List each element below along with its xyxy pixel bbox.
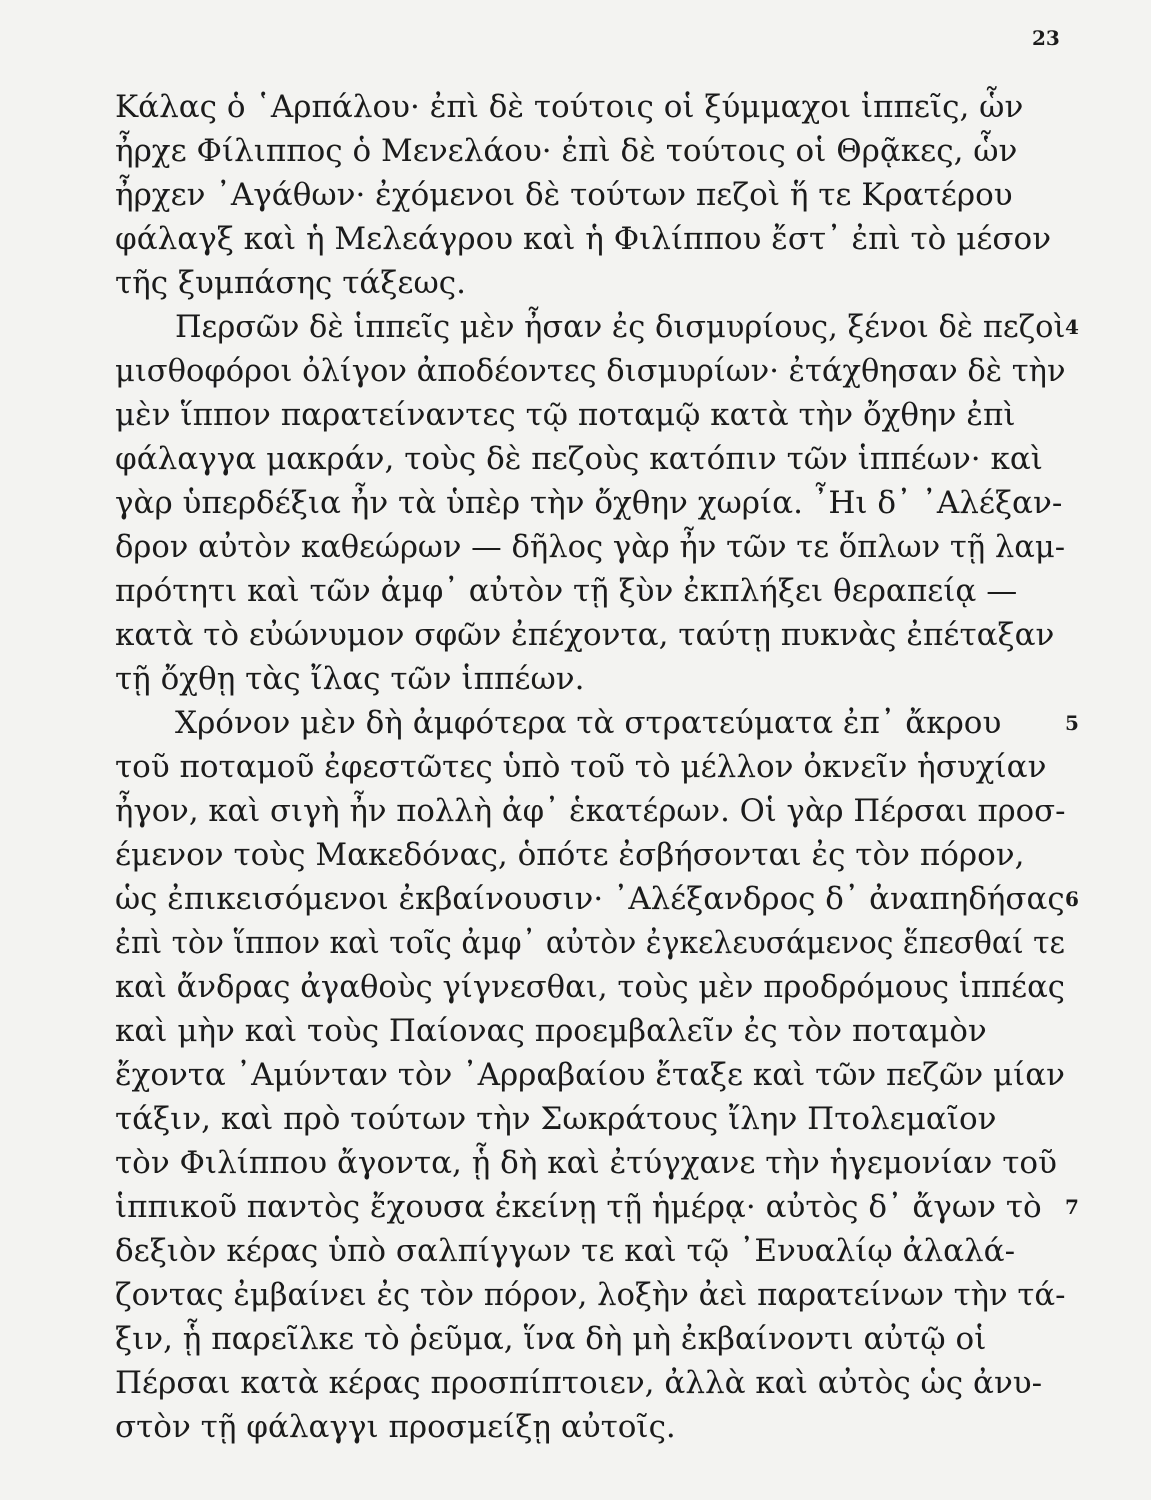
section-number: 6 (1065, 887, 1079, 911)
text-line: μὲν ἵππον παρατείναντες τῷ ποταμῷ κατὰ τὴν ὄχθην ἐπὶ (115, 397, 1016, 433)
section-number: 7 (1065, 1195, 1079, 1219)
text-line: έμενον τοὺς Μακεδόνας, ὁπότε ἐσβήσονται ἐς τὸν πόρον, (115, 837, 1025, 873)
text-line: φάλαγγα μακράν, τοὺς δὲ πεζοὺς κατόπιν τῶν ἱππέων· καὶ (115, 441, 1043, 477)
text-line: ἦρχε Φίλιππος ὁ Μενελάου· ἐπὶ δὲ τούτοις οἱ Θρᾷκες, ὧν (115, 133, 1018, 169)
text-line: καὶ μὴν καὶ τοὺς Παίονας προεμβαλεῖν ἐς τὸν ποταμὸν (115, 1013, 987, 1049)
text-line: ἱππικοῦ παντὸς ἔχουσα ἐκείνῃ τῇ ἡμέρᾳ· αὐτὸς δ᾿ ἄγων τὸ (115, 1189, 1042, 1225)
text-line: καὶ ἄνδρας ἀγαθοὺς γίγνεσθαι, τοὺς μὲν προδρόμους ἱππέας (115, 969, 1065, 1005)
text-line: ξιν, ᾗ παρεῖλκε τὸ ῥεῦμα, ἵνα δὴ μὴ ἐκβαίνοντι αὐτῷ οἱ (115, 1321, 987, 1357)
text-line: ὡς ἐπικεισόμενοι ἐκβαίνουσιν· ᾿Αλέξανδρος δ᾿ ἀναπηδήσας (115, 881, 1065, 917)
text-line: ζοντας ἐμβαίνει ἐς τὸν πόρον, λοξὴν ἀεὶ παρατείνων τὴν τά- (115, 1277, 1066, 1313)
section-number: 4 (1065, 315, 1079, 339)
text-line: πρότητι καὶ τῶν ἀμφ᾿ αὐτὸν τῇ ξὺν ἐκπλήξει θεραπείᾳ — (115, 573, 1018, 609)
text-line: δρον αὐτὸν καθεώρων — δῆλος γὰρ ἦν τῶν τε ὅπλων τῇ λαμ- (115, 529, 1066, 565)
text-line: τῆς ξυμπάσης τάξεως. (115, 265, 466, 301)
text-line: γὰρ ὑπερδέξια ἦν τὰ ὑπὲρ τὴν ὄχθην χωρία. ῏Ηι δ᾿ ᾿Αλέξαν- (115, 485, 1063, 521)
text-line: κατὰ τὸ εὐώνυμον σφῶν ἐπέχοντα, ταύτῃ πυκνὰς ἐπέταξαν (115, 617, 1055, 653)
text-line: ἔχοντα ᾿Αμύνταν τὸν ᾿Αρραβαίου ἔταξε καὶ τῶν πεζῶν μίαν (115, 1057, 1065, 1093)
text-line: ἦρχεν ᾿Αγάθων· ἐχόμενοι δὲ τούτων πεζοὶ ἥ τε Κρατέρου (115, 177, 1013, 213)
text-line: ἐπὶ τὸν ἵππον καὶ τοῖς ἀμφ᾿ αὐτὸν ἐγκελευσάμενος ἕπεσθαί τε (115, 925, 1065, 961)
text-line: Περσῶν δὲ ἱππεῖς μὲν ἦσαν ἐς δισμυρίους, ξένοι δὲ πεζοὶ (175, 309, 1066, 345)
text-line: τῇ ὄχθῃ τὰς ἴλας τῶν ἱππέων. (115, 661, 585, 697)
text-line: τάξιν, καὶ πρὸ τούτων τὴν Σωκράτους ἴλην Πτολεμαῖον (115, 1101, 997, 1137)
section-number: 5 (1065, 711, 1079, 735)
text-line: Πέρσαι κατὰ κέρας προσπίπτοιεν, ἀλλὰ καὶ αὐτὸς ὡς ἀνυ- (115, 1365, 1043, 1401)
page-number: 23 (1032, 26, 1060, 50)
text-line: φάλαγξ καὶ ἡ Μελεάγρου καὶ ἡ Φιλίππου ἔστ᾿ ἐπὶ τὸ μέσον (115, 221, 1052, 257)
text-line: τὸν Φιλίππου ἄγοντα, ᾗ δὴ καὶ ἐτύγχανε τὴν ἡγεμονίαν τοῦ (115, 1145, 1057, 1181)
text-line: δεξιὸν κέρας ὑπὸ σαλπίγγων τε καὶ τῷ ᾿Ενυαλίῳ ἀλαλά- (115, 1233, 1016, 1269)
text-line: στὸν τῇ φάλαγγι προσμείξῃ αὐτοῖς. (115, 1409, 676, 1445)
text-line: ἦγον, καὶ σιγὴ ἦν πολλὴ ἀφ᾿ ἑκατέρων. Οἱ γὰρ Πέρσαι προσ- (115, 793, 1066, 829)
text-line: Κάλας ὁ ῾Αρπάλου· ἐπὶ δὲ τούτοις οἱ ξύμμαχοι ἱππεῖς, ὧν (115, 89, 1024, 125)
text-line: μισθοφόροι ὀλίγον ἀποδέοντες δισμυρίων· ἐτάχθησαν δὲ τὴν (115, 353, 1066, 389)
text-line: Χρόνον μὲν δὴ ἀμφότερα τὰ στρατεύματα ἐπ᾿ ἄκρου (175, 705, 1002, 741)
text-line: τοῦ ποταμοῦ ἐφεστῶτες ὑπὸ τοῦ τὸ μέλλον ὀκνεῖν ἡσυχίαν (115, 749, 1047, 785)
